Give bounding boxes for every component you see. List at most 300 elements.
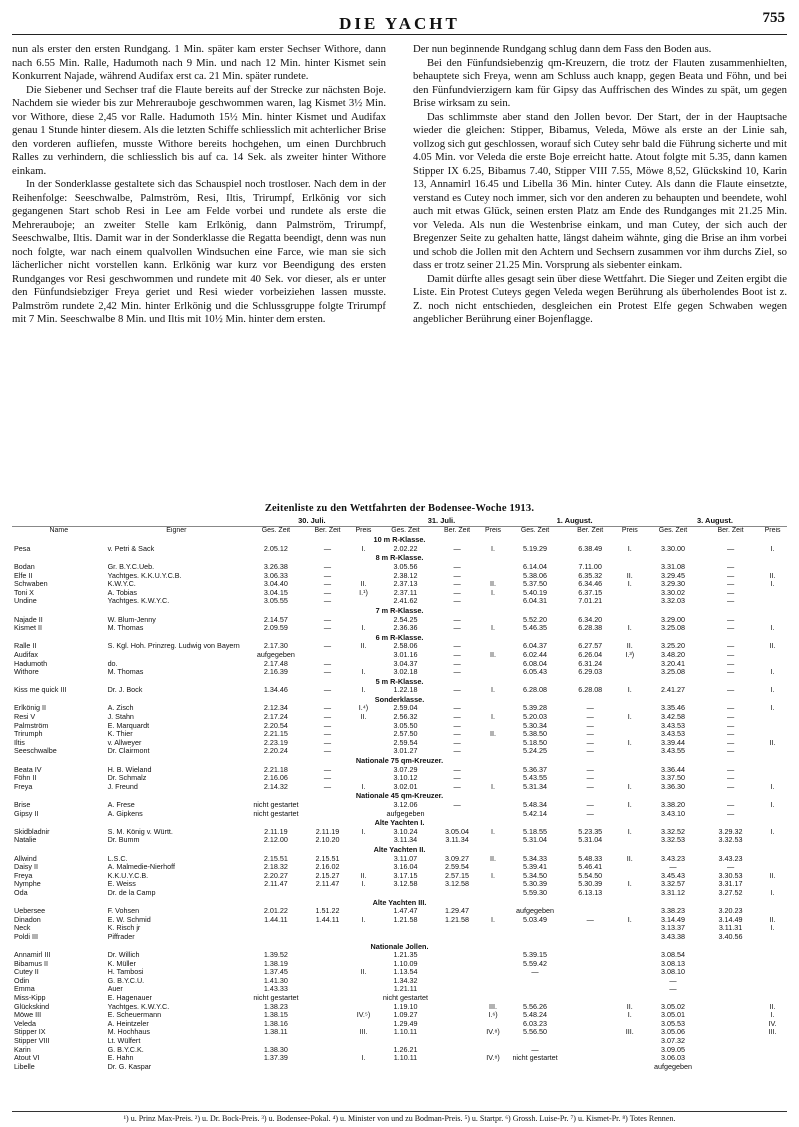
result-cell bbox=[758, 766, 787, 775]
result-cell: 5.52.20 bbox=[523, 615, 548, 624]
result-cell: 2.14.57 bbox=[263, 615, 288, 624]
table-row bbox=[12, 1028, 787, 1037]
result-cell: I. bbox=[770, 1011, 775, 1020]
result-cell bbox=[350, 994, 376, 1003]
result-cell: 6.28.08 bbox=[578, 686, 603, 695]
owner-name: Dr. Willich bbox=[107, 951, 140, 960]
result-cell bbox=[247, 924, 305, 933]
result-cell: 2.01.22 bbox=[263, 907, 288, 916]
table-row bbox=[12, 686, 787, 695]
result-cell: 6.04.31 bbox=[523, 597, 548, 606]
result-cell bbox=[758, 863, 787, 872]
table-row bbox=[12, 747, 787, 756]
result-cell bbox=[617, 660, 643, 669]
race-date: 30. Juli. bbox=[247, 517, 377, 526]
result-cell: — bbox=[323, 571, 332, 580]
result-cell: 5.19.29 bbox=[523, 544, 548, 553]
result-cell bbox=[480, 572, 506, 581]
result-cell bbox=[247, 889, 305, 898]
result-cell: 2.11.47 bbox=[315, 880, 340, 889]
result-cell: 1.21.11 bbox=[393, 985, 418, 994]
result-cell: 5.39.28 bbox=[523, 704, 548, 713]
result-cell bbox=[247, 933, 305, 942]
table-row bbox=[12, 924, 787, 933]
result-cell bbox=[434, 960, 480, 969]
result-cell: 2.41.62 bbox=[393, 597, 418, 606]
result-cell bbox=[758, 563, 787, 572]
result-cell bbox=[480, 960, 506, 969]
result-cell bbox=[247, 1063, 305, 1072]
result-cell: — bbox=[726, 809, 735, 818]
result-cell: 3.11.34 bbox=[445, 836, 469, 845]
result-cell: 2.16.06 bbox=[263, 774, 288, 783]
owner-name: Auer bbox=[107, 985, 123, 994]
table-row bbox=[12, 916, 787, 925]
result-cell bbox=[758, 1037, 787, 1046]
result-cell bbox=[305, 985, 351, 994]
result-cell: 2.11.19 bbox=[264, 827, 288, 836]
result-cell: I. bbox=[361, 1054, 366, 1063]
owner-name: Piffrader bbox=[107, 932, 135, 941]
result-cell bbox=[564, 1020, 617, 1029]
result-cell bbox=[247, 1037, 305, 1046]
result-cell bbox=[617, 747, 643, 756]
class-heading-row bbox=[12, 606, 787, 616]
result-cell bbox=[480, 597, 506, 606]
result-cell bbox=[480, 836, 506, 845]
result-cell bbox=[480, 968, 506, 977]
result-cell: — bbox=[726, 571, 735, 580]
result-cell: 3.32.03 bbox=[660, 597, 685, 606]
result-cell bbox=[434, 985, 480, 994]
result-cell: 3.29.32 bbox=[718, 827, 743, 836]
result-cell bbox=[434, 889, 480, 898]
result-cell: — bbox=[323, 642, 332, 651]
result-cell: 3.32.53 bbox=[718, 836, 743, 845]
result-cell: 5.31.04 bbox=[578, 836, 603, 845]
result-cell: I. bbox=[627, 827, 632, 836]
result-cell bbox=[617, 1046, 643, 1055]
table-row bbox=[12, 739, 787, 748]
result-cell: 3.08.13 bbox=[660, 959, 685, 968]
class-heading-row bbox=[12, 553, 787, 563]
result-cell bbox=[480, 863, 506, 872]
result-cell bbox=[377, 924, 435, 933]
column-header: Ber. Zeit bbox=[444, 526, 471, 534]
result-cell bbox=[617, 951, 643, 960]
result-cell: — bbox=[726, 562, 735, 571]
result-cell: — bbox=[453, 571, 461, 580]
yacht-name: Stipper IX bbox=[14, 1028, 46, 1037]
result-cell: 3.17.15 bbox=[393, 871, 418, 880]
result-cell: I.⁴) bbox=[358, 704, 369, 713]
result-cell: 3.25.08 bbox=[660, 624, 685, 633]
result-cell: I. bbox=[361, 668, 366, 677]
result-cell bbox=[758, 907, 787, 916]
result-cell: 3.35.46 bbox=[660, 704, 685, 713]
result-cell: 3.30.53 bbox=[718, 871, 743, 880]
table-row bbox=[12, 1011, 787, 1020]
result-cell bbox=[305, 1020, 351, 1029]
result-cell bbox=[703, 1003, 758, 1012]
class-heading-row bbox=[12, 535, 787, 545]
result-cell bbox=[350, 1020, 376, 1029]
result-cell: — bbox=[323, 738, 332, 747]
result-cell: 2.05.12 bbox=[263, 544, 288, 553]
result-cell bbox=[480, 704, 506, 713]
result-cell: 3.04.40 bbox=[263, 580, 288, 589]
owner-name: Yachtges. K.W.Y.C. bbox=[107, 597, 170, 606]
result-cell: 3.11.07 bbox=[393, 854, 418, 863]
result-cell bbox=[305, 889, 351, 898]
result-cell: I. bbox=[627, 738, 632, 747]
result-cell: 2.12.00 bbox=[263, 836, 288, 845]
result-cell bbox=[350, 855, 376, 864]
result-cell: 6.31.24 bbox=[578, 659, 603, 668]
result-cell: 3.06.03 bbox=[660, 1054, 685, 1063]
result-cell bbox=[758, 985, 787, 994]
owner-name: v. Allweyer bbox=[107, 738, 142, 747]
result-cell: — bbox=[453, 782, 461, 791]
result-cell bbox=[703, 1028, 758, 1037]
result-cell: 5.38.06 bbox=[523, 571, 548, 580]
result-cell bbox=[350, 597, 376, 606]
result-cell: I. bbox=[627, 713, 632, 722]
result-cell: — bbox=[726, 782, 735, 791]
result-cell: 6.14.04 bbox=[523, 562, 548, 571]
result-cell: IV. bbox=[768, 1019, 777, 1028]
result-cell bbox=[350, 1063, 376, 1072]
result-cell: — bbox=[726, 544, 735, 553]
result-cell: 2.12.34 bbox=[263, 704, 288, 713]
result-cell: — bbox=[586, 782, 594, 791]
result-cell: 3.30.02 bbox=[660, 588, 685, 597]
left-column bbox=[12, 43, 386, 495]
result-cell bbox=[617, 1054, 643, 1063]
result-cell bbox=[350, 933, 376, 942]
result-cell: — bbox=[586, 713, 594, 722]
result-cell: — bbox=[726, 747, 735, 756]
result-cell bbox=[480, 660, 506, 669]
result-cell bbox=[480, 985, 506, 994]
result-cell: 1.37.45 bbox=[263, 968, 288, 977]
result-cell: — bbox=[453, 686, 461, 695]
result-cell: — bbox=[453, 730, 461, 739]
column-header: Name bbox=[49, 526, 69, 534]
result-cell bbox=[305, 1046, 351, 1055]
table-row bbox=[12, 960, 787, 969]
result-cell: I. bbox=[627, 782, 632, 791]
class-heading: 7 m R-Klasse. bbox=[375, 605, 424, 615]
yacht-name: Elfe II bbox=[14, 571, 33, 580]
result-cell: — bbox=[726, 704, 735, 713]
result-cell bbox=[350, 810, 376, 819]
result-cell: I. bbox=[491, 915, 496, 924]
result-cell bbox=[564, 1063, 617, 1072]
result-cell: 5.24.25 bbox=[523, 747, 548, 756]
result-cell bbox=[305, 1054, 351, 1063]
result-cell bbox=[564, 960, 617, 969]
result-cell bbox=[434, 1003, 480, 1012]
result-cell: 3.16.04 bbox=[393, 863, 418, 872]
yacht-name: Seeschwalbe bbox=[14, 747, 57, 756]
result-cell bbox=[564, 951, 617, 960]
result-cell: II. bbox=[626, 1002, 633, 1011]
result-cell bbox=[758, 1046, 787, 1055]
result-cell bbox=[377, 1063, 435, 1072]
result-cell: 2.15.27 bbox=[315, 871, 340, 880]
result-cell: 1.21.58 bbox=[445, 915, 470, 924]
result-cell: I. bbox=[770, 580, 775, 589]
result-cell: 3.32.57 bbox=[660, 880, 685, 889]
result-cell bbox=[377, 933, 435, 942]
result-cell: — bbox=[453, 738, 461, 747]
owner-name: Dr. J. Bock bbox=[107, 686, 143, 695]
result-cell: 3.09.05 bbox=[660, 1045, 685, 1054]
result-cell: I. bbox=[770, 544, 775, 553]
result-cell: II. bbox=[769, 871, 776, 880]
yacht-name: Hadumoth bbox=[14, 659, 48, 668]
yacht-name: Libelle bbox=[14, 1062, 35, 1071]
table-row bbox=[12, 977, 787, 986]
owner-name: A. Malmedie-Nierhoff bbox=[107, 863, 175, 872]
owner-name: E. Weiss bbox=[107, 880, 136, 889]
yacht-name: Palmström bbox=[14, 721, 49, 730]
result-cell: aufgegeben bbox=[386, 809, 425, 818]
result-cell: — bbox=[323, 704, 332, 713]
result-cell: II. bbox=[490, 854, 497, 863]
result-cell: 1.21.58 bbox=[393, 915, 418, 924]
result-cell bbox=[758, 589, 787, 598]
result-cell: 3.39.44 bbox=[660, 738, 685, 747]
result-cell bbox=[350, 801, 376, 810]
yacht-name: Toni X bbox=[14, 588, 34, 597]
result-cell: 3.05.06 bbox=[660, 1028, 685, 1037]
result-cell bbox=[564, 1028, 617, 1037]
result-cell: 5.34.33 bbox=[523, 854, 548, 863]
class-heading: 6 m R-Klasse. bbox=[375, 632, 424, 642]
result-cell: 2.15.51 bbox=[263, 854, 288, 863]
result-cell: I. bbox=[770, 801, 775, 809]
result-cell bbox=[506, 1037, 564, 1046]
owner-name: K.W.Y.C. bbox=[107, 580, 136, 589]
result-cell: 2.59.54 bbox=[393, 738, 418, 747]
yacht-name: Odin bbox=[14, 976, 30, 985]
result-cell bbox=[758, 836, 787, 845]
result-cell: 5.59.30 bbox=[523, 888, 548, 897]
yacht-name: Dinadon bbox=[14, 915, 41, 924]
table-row bbox=[12, 580, 787, 589]
result-cell bbox=[703, 960, 758, 969]
result-cell: 7.11.00 bbox=[578, 562, 602, 571]
result-cell: — bbox=[726, 650, 735, 659]
result-cell: 1.38.11 bbox=[264, 1028, 288, 1037]
result-cell: 5.31.34 bbox=[523, 782, 548, 791]
result-cell: 3.01.27 bbox=[393, 747, 418, 756]
result-cell: 3.05.53 bbox=[660, 1019, 685, 1028]
yacht-name: Poldi III bbox=[14, 932, 38, 941]
result-cell bbox=[643, 994, 703, 1003]
result-cell: nicht gestartet bbox=[253, 801, 299, 809]
yacht-name: Annamirl III bbox=[14, 951, 51, 960]
result-cell bbox=[617, 924, 643, 933]
owner-name: v. Petri & Sack bbox=[107, 544, 155, 553]
result-cell bbox=[703, 968, 758, 977]
result-cell: I. bbox=[491, 686, 496, 695]
result-cell: — bbox=[323, 659, 332, 668]
result-cell bbox=[305, 924, 351, 933]
result-cell bbox=[305, 651, 351, 660]
result-cell: — bbox=[669, 976, 677, 985]
result-cell bbox=[480, 933, 506, 942]
result-cell: 1.22.18 bbox=[393, 686, 418, 695]
result-cell bbox=[480, 722, 506, 731]
owner-name: do. bbox=[107, 659, 118, 668]
table-row bbox=[12, 951, 787, 960]
result-cell: — bbox=[586, 809, 594, 818]
result-cell: — bbox=[726, 765, 735, 774]
result-cell bbox=[434, 1028, 480, 1037]
result-cell bbox=[758, 880, 787, 889]
column-header: Ges. Zeit bbox=[658, 526, 688, 534]
owner-name: J. Stahn bbox=[107, 713, 134, 722]
yacht-name: Stipper VIII bbox=[14, 1037, 50, 1046]
class-heading-row bbox=[12, 818, 787, 828]
yacht-name: Emma bbox=[14, 985, 35, 994]
result-cell bbox=[564, 1037, 617, 1046]
result-cell: 5.18.55 bbox=[523, 827, 548, 836]
result-cell bbox=[758, 977, 787, 986]
result-cell bbox=[703, 1037, 758, 1046]
result-cell bbox=[617, 933, 643, 942]
result-cell: 3.12.58 bbox=[393, 880, 418, 889]
result-cell bbox=[434, 977, 480, 986]
result-cell bbox=[434, 810, 480, 819]
column-header: Ber. Zeit bbox=[577, 526, 604, 534]
result-cell: — bbox=[453, 801, 461, 809]
result-cell: I. bbox=[770, 624, 775, 633]
result-cell: I. bbox=[361, 915, 366, 924]
race-date: 31. Juli. bbox=[377, 517, 507, 526]
result-cell bbox=[617, 977, 643, 986]
result-cell: 6.05.43 bbox=[523, 668, 548, 677]
result-cell bbox=[564, 1054, 617, 1063]
result-cell: 5.36.37 bbox=[523, 765, 548, 774]
owner-name: Yachtges. K.W.Y.C. bbox=[107, 1002, 170, 1011]
result-cell: 2.16.39 bbox=[263, 668, 288, 677]
result-cell: 3.05.55 bbox=[263, 597, 288, 606]
column-header: Eigner bbox=[166, 526, 187, 534]
result-cell: 1.43.33 bbox=[263, 985, 288, 994]
result-cell: I. bbox=[491, 624, 496, 633]
result-cell: 3.29.30 bbox=[660, 580, 685, 589]
result-cell: — bbox=[453, 615, 461, 624]
paragraph: In der Sonderklasse gestaltete sich das Schauspiel noch trostloser. Nach dem in der Reihenfolge: Seeschwalbe, Palmström, Resi, Iltis, Trirumpf, Erlkönig vor sich gegangenen Start schob Resi in Lee am Felde vorbei und rundete als erste die Mehrerauboje; an zweiter Stelle kam Erlkönig, dann Palmström, Trirumpf, Seeschwalbe, Iltis. Damit war in der Sonderklasse die Regatta beendigt, denn was nun noch folgte, war nach einem qualvollen Windsuchen eine Farce, wie man sie sich lächerlicher nicht vorstellen kann. Erlkönig war kurz vor Beendigung des ersten Rundganges vor Resi geschwommen und rundete mit 40 Sek. vor dieser, als er unter den Fünfundsiebziger Freya geriet und Resi wieder vorbeiziehen lassen musste. Palmström rundete 2,42 Min. hinter Erlkönig und die Schlussgruppe folgte Trirumpf mit 7 Min. Seeschwalbe 8 Min. und Iltis mit 10½ Min. hinter dem ersten. bbox=[12, 178, 386, 325]
result-cell: I. bbox=[627, 1011, 632, 1020]
result-cell bbox=[350, 960, 376, 969]
table-row bbox=[12, 907, 787, 916]
yacht-name: Resi V bbox=[14, 713, 36, 722]
result-cell: 2.59.54 bbox=[445, 863, 470, 872]
owner-name: A. Frese bbox=[107, 801, 135, 809]
result-cell bbox=[758, 747, 787, 756]
result-cell: 3.43.53 bbox=[660, 721, 685, 730]
table-row bbox=[12, 624, 787, 633]
result-cell: I. bbox=[627, 915, 632, 924]
result-cell: 5.56.50 bbox=[523, 1028, 548, 1037]
result-cell: 3.13.37 bbox=[660, 924, 685, 933]
result-cell: 2.57.15 bbox=[445, 871, 470, 880]
yacht-name: Karin bbox=[14, 1045, 31, 1054]
result-cell: 2.11.47 bbox=[264, 880, 288, 889]
result-cell bbox=[564, 968, 617, 977]
result-cell: 1.13.54 bbox=[393, 968, 418, 977]
result-cell bbox=[480, 774, 506, 783]
result-cell bbox=[617, 616, 643, 625]
result-cell: — bbox=[726, 801, 735, 809]
class-heading: 10 m R-Klasse. bbox=[373, 535, 426, 545]
result-cell: — bbox=[726, 615, 735, 624]
class-heading: Nationale 75 qm-Kreuzer. bbox=[355, 756, 444, 766]
result-cell: 3.45.43 bbox=[660, 871, 685, 880]
owner-name: Dr. Clairmont bbox=[107, 747, 150, 756]
yacht-name: Föhn II bbox=[14, 774, 37, 783]
result-cell: 1.21.35 bbox=[393, 951, 418, 960]
class-heading-row bbox=[12, 791, 787, 801]
result-cell: 2.20.27 bbox=[263, 871, 288, 880]
result-cell: I.⁶) bbox=[488, 1011, 498, 1020]
result-cell: 3.10.12 bbox=[393, 774, 418, 783]
table-row bbox=[12, 889, 787, 898]
result-cell bbox=[350, 1003, 376, 1012]
column-header-row bbox=[12, 526, 787, 535]
result-cell: 2.17.24 bbox=[263, 713, 288, 722]
yacht-name: Gipsy II bbox=[14, 809, 39, 818]
result-cell: II. bbox=[769, 1002, 776, 1011]
owner-name: Yachtges. K.K.U.Y.C.B. bbox=[107, 571, 182, 580]
result-cell bbox=[564, 977, 617, 986]
paragraph: Damit dürfte alles gesagt sein über diese Wettfahrt. Die Sieger und Zeiten ergibt die Liste. Ein Protest Cuteys gegen Veleda wegen Berührung als überholendes Boot ist z. Z. noch nicht entschieden, desgleichen ein Protest Elfe gegen Schwaben wegen angeblicher Berührung einer Bojenflagge. bbox=[413, 272, 787, 325]
table-row bbox=[12, 704, 787, 713]
result-cell: — bbox=[726, 580, 735, 589]
result-cell: — bbox=[726, 730, 735, 739]
result-cell: 1.38.15 bbox=[263, 1011, 288, 1020]
result-cell: II. bbox=[626, 854, 633, 863]
result-cell bbox=[480, 642, 506, 651]
result-cell: — bbox=[323, 588, 332, 597]
result-cell: 5.34.50 bbox=[523, 871, 548, 880]
result-cell bbox=[350, 774, 376, 783]
result-cell: — bbox=[586, 730, 594, 739]
result-cell: 1.47.47 bbox=[393, 907, 418, 916]
result-cell: 1.44.11 bbox=[315, 915, 340, 924]
yacht-name: Pesa bbox=[14, 544, 31, 553]
result-cell: — bbox=[726, 686, 735, 695]
result-cell: 5.56.26 bbox=[523, 1002, 548, 1011]
result-cell: — bbox=[669, 863, 677, 872]
result-cell: 3.31.08 bbox=[660, 562, 685, 571]
result-cell bbox=[350, 766, 376, 775]
result-cell: II. bbox=[626, 571, 633, 580]
class-heading-row bbox=[12, 695, 787, 705]
table-row bbox=[12, 880, 787, 889]
table-row bbox=[12, 660, 787, 669]
result-cell bbox=[305, 960, 351, 969]
result-cell: 3.36.44 bbox=[660, 765, 685, 774]
result-cell bbox=[617, 960, 643, 969]
yacht-name: Freya bbox=[14, 782, 33, 791]
result-cell bbox=[305, 968, 351, 977]
